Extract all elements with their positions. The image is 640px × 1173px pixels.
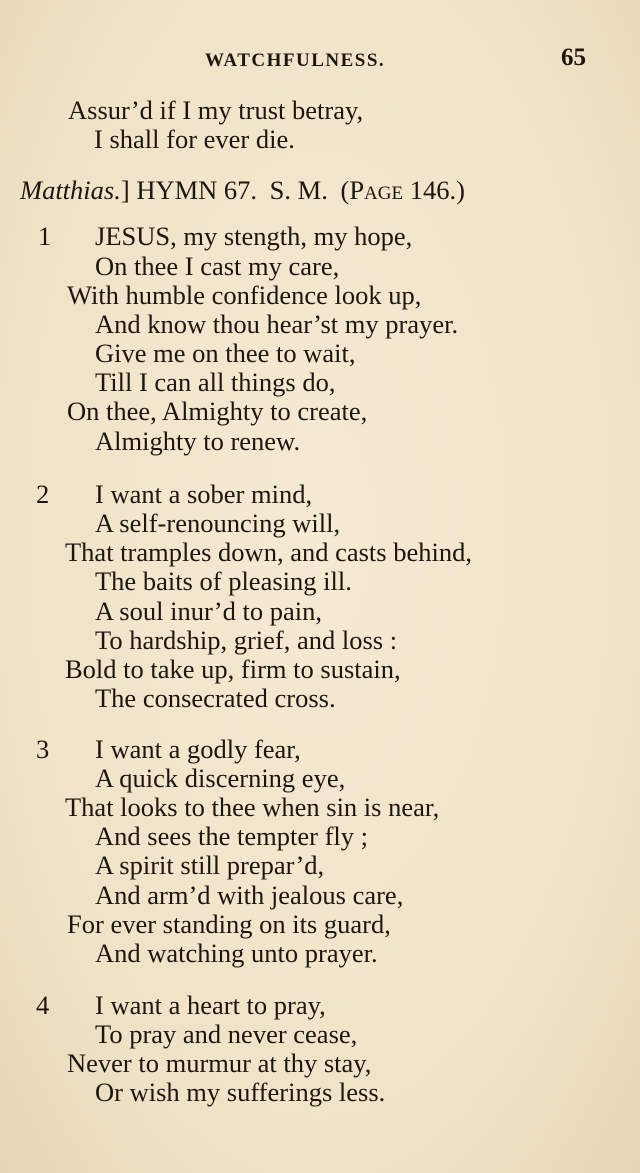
verse-number: 2 [36,479,50,509]
verse-line: Almighty to renew. [95,426,301,456]
verse-line: That looks to thee when sin is near, [65,792,440,822]
page-ref-number: 146.) [409,175,465,205]
verse-line: A spirit still prepar’d, [95,850,325,880]
verse-line: The baits of pleasing ill. [95,566,352,596]
bracket: ] [120,175,130,205]
tune-name: Matthias. [20,175,121,205]
hymn-heading [20,175,465,206]
verse-line: I want a sober mind, [95,479,313,509]
hymn-number: HYMN 67. [136,175,258,205]
verse-line: The consecrated cross. [95,683,336,713]
verse-line: With humble confidence look up, [67,280,422,310]
meter: S. M. [269,175,328,205]
prev-hymn-line: I shall for ever die. [94,124,295,154]
verse-line: A soul inur’d to pain, [95,596,322,626]
verse-line: To hardship, grief, and loss : [95,625,398,655]
verse-number: 3 [36,734,50,764]
verse-line: A quick discerning eye, [95,763,346,793]
verse-line: And sees the tempter fly ; [95,821,369,851]
verse-line: To pray and never cease, [95,1019,358,1049]
verse-line: Bold to take up, firm to sustain, [65,654,401,684]
verse-line: Till I can all things do, [95,367,336,397]
verse-line: That tramples down, and casts behind, [65,537,472,567]
verse-line: A self-renouncing will, [95,508,341,538]
verse-line: And know thou hear’st my prayer. [95,309,459,339]
verse-line: Give me on thee to wait, [95,338,356,368]
page-ref-word: Page [349,175,404,205]
page-ref-open: ( [340,175,350,205]
verse-line: On thee, Almighty to create, [67,396,368,426]
verse-number: 1 [38,221,52,251]
verse-line: And watching unto prayer. [95,938,378,968]
verse-line: I want a heart to pray, [95,990,326,1020]
verse-line: Never to murmur at thy stay, [67,1048,372,1078]
page-number: 65 [561,44,586,71]
verse-line: JESUS, my stength, my hope, [95,221,413,251]
verse-line: I want a godly fear, [95,734,301,764]
verse-line: For ever standing on its guard, [67,909,391,939]
verse-line: Or wish my sufferings less. [95,1077,386,1107]
verse-line: And arm’d with jealous care, [95,880,404,910]
verse-number: 4 [36,990,50,1020]
prev-hymn-line: Assur’d if I my trust betray, [68,95,364,125]
verse-line: On thee I cast my care, [95,251,340,281]
running-header: WATCHFULNESS. [205,50,386,71]
